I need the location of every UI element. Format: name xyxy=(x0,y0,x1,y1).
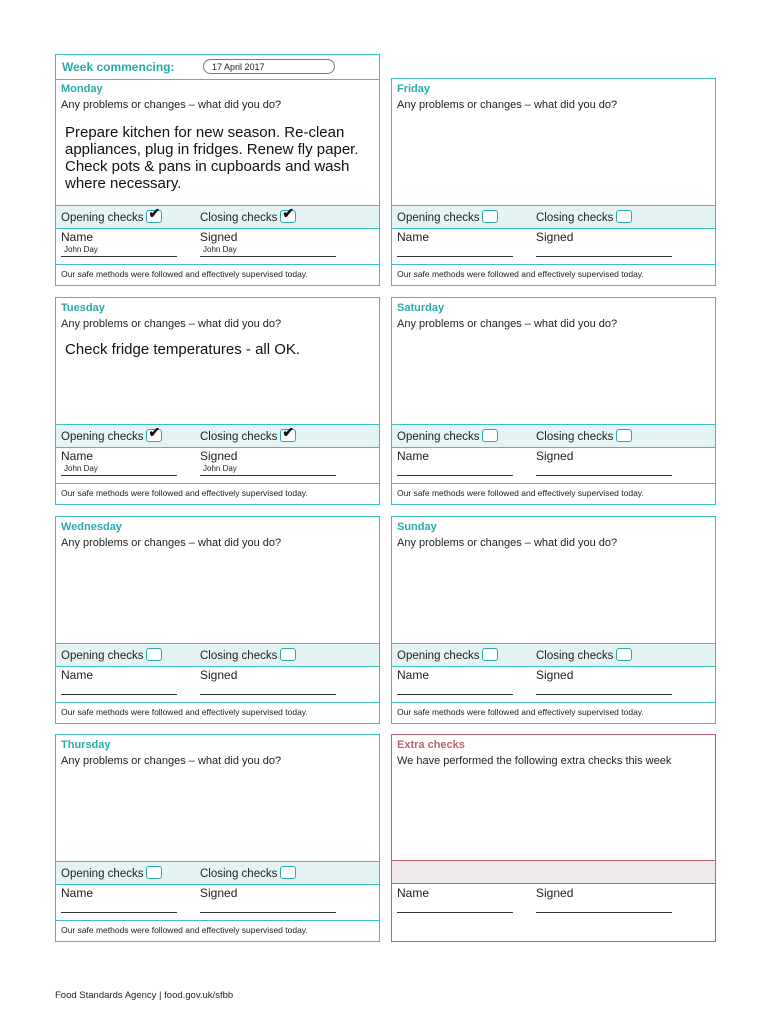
checkmark-icon: ✔ xyxy=(282,424,295,440)
question-label: Any problems or changes – what did you do? xyxy=(61,755,282,767)
checks-row xyxy=(392,424,715,448)
question-label: Any problems or changes – what did you do? xyxy=(397,537,618,549)
day-title: Saturday xyxy=(397,302,445,314)
closing-checks[interactable] xyxy=(200,648,296,662)
signed-line[interactable] xyxy=(200,694,336,695)
opening-checks[interactable] xyxy=(61,424,162,443)
monday-panel xyxy=(55,54,380,286)
signed-line[interactable] xyxy=(536,256,672,257)
name-line[interactable] xyxy=(397,256,513,257)
footer-text: Our safe methods were followed and effectively supervised today. xyxy=(61,707,308,717)
name-line xyxy=(61,256,177,257)
closing-checks-label: Closing checks xyxy=(200,212,278,224)
footer-text: Our safe methods were followed and effectively supervised today. xyxy=(61,925,308,935)
closing-checks[interactable] xyxy=(536,648,632,662)
closing-checks[interactable] xyxy=(200,205,296,224)
name-line[interactable] xyxy=(397,694,513,695)
checks-row xyxy=(56,205,379,229)
signed-label: Signed xyxy=(200,886,238,900)
checks-row xyxy=(392,205,715,229)
opening-checks-label: Opening checks xyxy=(397,431,480,443)
opening-checks[interactable] xyxy=(61,205,162,224)
signed-line[interactable] xyxy=(536,475,672,476)
closing-checks-label: Closing checks xyxy=(200,650,278,662)
tuesday-panel xyxy=(55,297,380,505)
extra-checks-text: We have performed the following extra checks this week xyxy=(397,755,672,767)
name-label: Name xyxy=(61,230,94,244)
name-line[interactable] xyxy=(397,912,513,913)
name-line[interactable] xyxy=(61,694,177,695)
wednesday-panel xyxy=(55,516,380,724)
footer-text: Our safe methods were followed and effectively supervised today. xyxy=(61,488,308,498)
footer-row xyxy=(56,920,379,941)
signed-value[interactable]: John Day xyxy=(203,464,237,473)
signed-line xyxy=(200,256,336,257)
opening-checkbox[interactable] xyxy=(482,210,498,223)
week-commencing-field[interactable]: 17 April 2017 xyxy=(203,59,335,74)
opening-checks-label: Opening checks xyxy=(397,650,480,662)
day-title: Thursday xyxy=(61,739,111,751)
name-line[interactable] xyxy=(397,475,513,476)
footer-row xyxy=(56,702,379,723)
opening-checks-label: Opening checks xyxy=(61,868,144,880)
week-commencing-label: Week commencing: xyxy=(62,60,175,74)
question-label: Any problems or changes – what did you do? xyxy=(61,318,282,330)
day-title: Monday xyxy=(61,83,103,95)
closing-checkbox[interactable] xyxy=(616,210,632,223)
name-label: Name xyxy=(397,230,430,244)
closing-checks-label: Closing checks xyxy=(536,431,614,443)
name-line xyxy=(61,475,177,476)
signed-line xyxy=(200,475,336,476)
footer-row xyxy=(56,264,379,285)
opening-checks[interactable] xyxy=(397,429,498,443)
name-label: Name xyxy=(61,886,94,900)
signed-label: Signed xyxy=(200,449,238,463)
closing-checks-label: Closing checks xyxy=(200,431,278,443)
question-label: Any problems or changes – what did you do? xyxy=(61,99,282,111)
question-label: Any problems or changes – what did you do? xyxy=(397,99,618,111)
closing-checks[interactable] xyxy=(536,429,632,443)
checks-row xyxy=(56,643,379,667)
footer-row xyxy=(392,702,715,723)
closing-checks[interactable] xyxy=(200,866,296,880)
footer-row xyxy=(392,264,715,285)
closing-checks[interactable] xyxy=(536,210,632,224)
question-label: Any problems or changes – what did you do? xyxy=(61,537,282,549)
extra-checks-title: Extra checks xyxy=(397,739,465,751)
thursday-panel xyxy=(55,734,380,942)
checks-row xyxy=(392,643,715,667)
footer-row xyxy=(56,483,379,504)
name-label: Name xyxy=(397,886,430,900)
closing-checks-label: Closing checks xyxy=(536,650,614,662)
name-value[interactable]: John Day xyxy=(64,464,98,473)
friday-panel xyxy=(391,78,716,286)
signed-value[interactable]: John Day xyxy=(203,245,237,254)
sunday-panel xyxy=(391,516,716,724)
checkmark-icon: ✔ xyxy=(282,205,295,221)
question-label: Any problems or changes – what did you do? xyxy=(397,318,618,330)
closing-checkbox[interactable] xyxy=(280,866,296,879)
name-value[interactable]: John Day xyxy=(64,245,98,254)
closing-checkbox[interactable] xyxy=(616,648,632,661)
opening-checks-label: Opening checks xyxy=(61,212,144,224)
name-label: Name xyxy=(61,668,94,682)
notes-text[interactable]: Prepare kitchen for new season. Re-clean appliances, plug in fridges. Renew fly paper. Check pots & pans in cupboards and wash where necessary. xyxy=(65,124,359,192)
checks-row xyxy=(56,424,379,448)
opening-checks[interactable] xyxy=(397,648,498,662)
footer-text: Our safe methods were followed and effectively supervised today. xyxy=(397,488,644,498)
opening-checks[interactable] xyxy=(61,648,162,662)
signed-line[interactable] xyxy=(536,912,672,913)
name-label: Name xyxy=(61,449,94,463)
opening-checks-label: Opening checks xyxy=(61,431,144,443)
notes-text[interactable]: Check fridge temperatures - all OK. xyxy=(65,341,301,358)
opening-checks[interactable] xyxy=(397,210,498,224)
closing-checkbox[interactable] xyxy=(280,424,296,442)
extra-band xyxy=(392,860,715,884)
opening-checkbox[interactable] xyxy=(482,429,498,442)
day-title: Friday xyxy=(397,83,431,95)
signed-label: Signed xyxy=(536,668,574,682)
opening-checks[interactable] xyxy=(61,866,162,880)
day-title: Sunday xyxy=(397,521,437,533)
opening-checks-label: Opening checks xyxy=(61,650,144,662)
week-commencing-row xyxy=(56,55,379,80)
name-label: Name xyxy=(397,449,430,463)
opening-checkbox[interactable] xyxy=(146,648,162,661)
day-title: Wednesday xyxy=(61,521,122,533)
signed-label: Signed xyxy=(536,230,574,244)
signed-line[interactable] xyxy=(200,912,336,913)
opening-checkbox[interactable] xyxy=(482,648,498,661)
opening-checkbox[interactable] xyxy=(146,205,162,223)
opening-checks-label: Opening checks xyxy=(397,212,480,224)
closing-checks-label: Closing checks xyxy=(536,212,614,224)
signed-label: Signed xyxy=(200,668,238,682)
footer-text: Our safe methods were followed and effectively supervised today. xyxy=(61,269,308,279)
checks-row xyxy=(56,861,379,885)
footer-text: Our safe methods were followed and effectively supervised today. xyxy=(397,269,644,279)
closing-checkbox[interactable] xyxy=(280,648,296,661)
closing-checkbox[interactable] xyxy=(280,205,296,223)
page-footer: Food Standards Agency | food.gov.uk/sfbb xyxy=(55,990,234,1001)
closing-checkbox[interactable] xyxy=(616,429,632,442)
opening-checkbox[interactable] xyxy=(146,866,162,879)
closing-checks-label: Closing checks xyxy=(200,868,278,880)
name-label: Name xyxy=(397,668,430,682)
closing-checks[interactable] xyxy=(200,424,296,443)
name-line[interactable] xyxy=(61,912,177,913)
footer-text: Our safe methods were followed and effectively supervised today. xyxy=(397,707,644,717)
signed-label: Signed xyxy=(536,886,574,900)
signed-label: Signed xyxy=(536,449,574,463)
signed-line[interactable] xyxy=(536,694,672,695)
opening-checkbox[interactable] xyxy=(146,424,162,442)
extra-checks-panel xyxy=(391,734,716,942)
checkmark-icon: ✔ xyxy=(148,205,161,221)
day-title: Tuesday xyxy=(61,302,105,314)
checkmark-icon: ✔ xyxy=(148,424,161,440)
signed-label: Signed xyxy=(200,230,238,244)
footer-row xyxy=(392,483,715,504)
saturday-panel xyxy=(391,297,716,505)
